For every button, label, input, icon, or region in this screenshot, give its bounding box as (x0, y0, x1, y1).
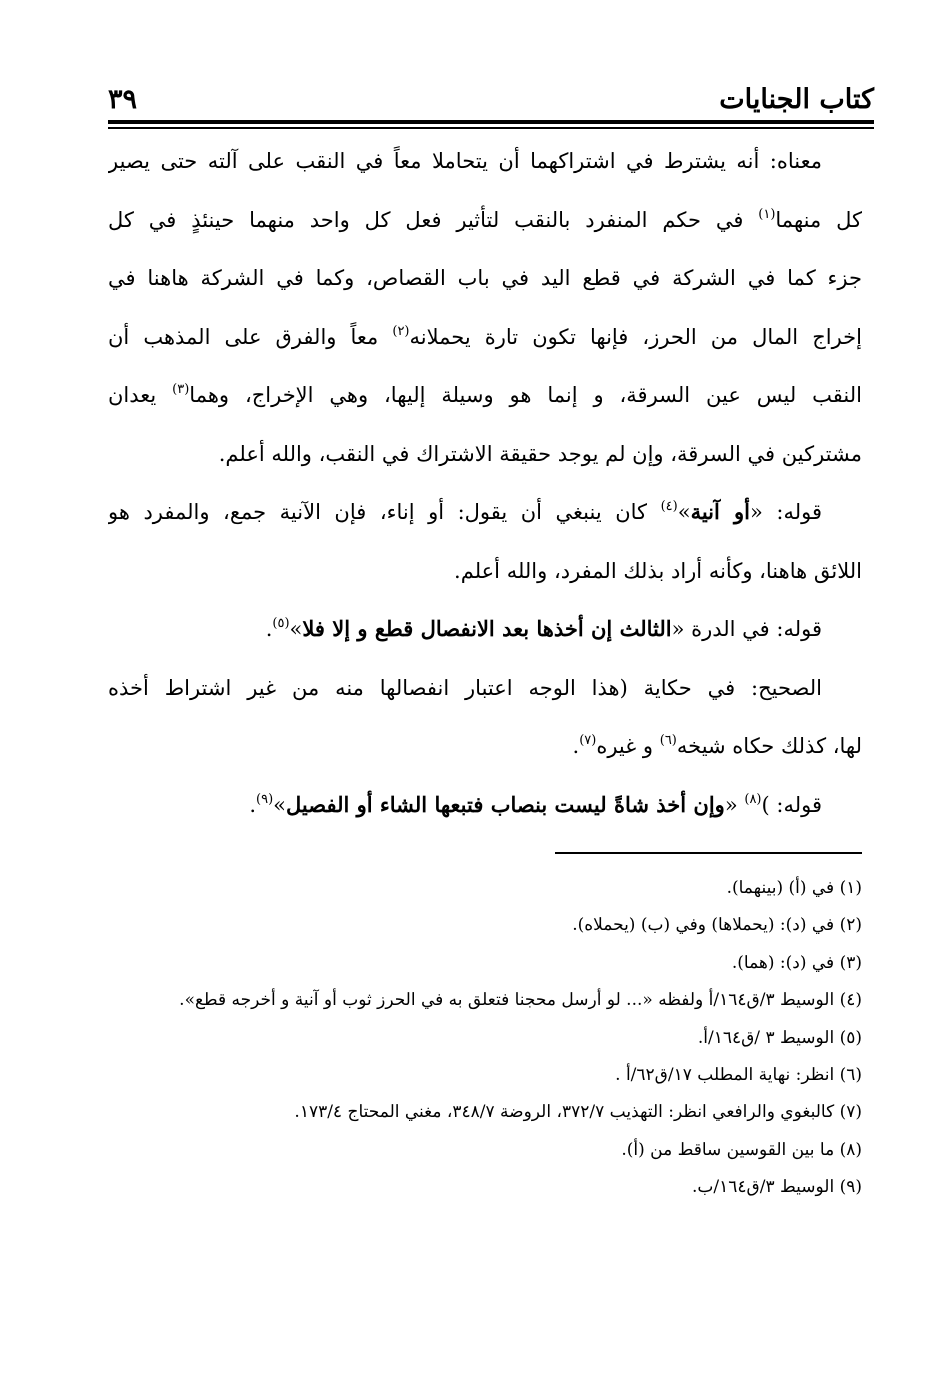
footnote: (٥) الوسيط ٣ /ق١٦٤/أ. (697, 1027, 862, 1048)
footnote-separator (555, 852, 862, 854)
footnote-ref: (٢) (392, 323, 410, 339)
header-rule-thin (108, 127, 874, 129)
running-title: كتاب الجنايات (719, 84, 874, 115)
footnote: (٢) في (د): (يحملاها) وفي (ب) (يحملاه). (572, 915, 862, 936)
footnote: (٨) ما بين القوسين ساقط من (أ). (621, 1139, 862, 1160)
text-line: قوله: في الدرة «الثالث إن أخذها بعد الانفصال قطع و إلا فلا»$^{(٥)}$. (265, 616, 822, 641)
text-line: مشتركين في السرقة، وإن لم يوجد حقيقة الاشتراك في النقب، والله أعلم. (218, 441, 862, 466)
text-line: الصحيح: في حكاية (هذا الوجه اعتبار انفصالها منه من غير اشتراط أخذه (108, 675, 822, 700)
footnote-ref: (١) (758, 206, 776, 222)
footnote-ref: (٦) (659, 733, 677, 748)
quoted-phrase: وإن أخذ شاةً ليست بنصاب فتبعها الشاء أو الفصيل (286, 791, 725, 817)
footnotes (108, 870, 862, 1207)
footnote: (٧) كالبغوي والرافعي انظر: التهذيب ٣٧٢/٧، الروضة ٣٤٨/٧، مغني المحتاج ١٧٣/٤. (294, 1102, 862, 1123)
text-line: إخراج المال من الحرز، فإنها تكون تارة يحملانه$^{(٢)}$ معاً والفرق على المذهب أن (108, 323, 862, 349)
quoted-phrase: الثالث إن أخذها بعد الانفصال قطع و إلا فلا (302, 616, 672, 641)
footnote: (٤) الوسيط ٣/ق١٦٤/أ ولفظه «... لو أرسل محجنا فتعلق به في الحرز ثوب أو آنية و أخرجه قطع». (179, 990, 862, 1011)
footnote: (٣) في (د): (هما). (731, 952, 862, 973)
footnote: (٩) الوسيط ٣/ق١٦٤/ب. (691, 1177, 862, 1198)
main-text (108, 132, 862, 834)
header-rule-thick (108, 120, 874, 124)
text-line: النقب ليس عين السرقة، و إنما هو وسيلة إليها، وهي الإخراج، وهما$^{(٣)}$ يعدان (108, 382, 862, 407)
footnote-ref: (٧) (579, 733, 597, 748)
footnote-ref: (٣) (172, 382, 190, 397)
footnote-ref: (٨) (744, 791, 762, 807)
text-line: اللائق هاهنا، وكأنه أراد بذلك المفرد، والله أعلم. (454, 558, 862, 583)
footnote-ref: (٩) (256, 791, 274, 807)
text-line: كل منهما$^{(١)}$ في حكم المنفرد بالنقب لتأثير فعل كل واحد منهما حينئذٍ في كل (108, 206, 862, 232)
text-line: معناه: أنه يشترط في اشتراكهما أن يتحاملا معاً في النقب على آلته حتى يصير (108, 149, 822, 173)
text-line: قوله: «أو آنية»$^{(٤)}$ كان ينبغي أن يقول: أو إناء، فإن الآنية جمع، والمفرد هو (108, 499, 822, 524)
page-header (108, 78, 874, 122)
text-line: جزء كما في الشركة في قطع اليد في باب القصاص، وكما في الشركة هاهنا في (108, 266, 862, 290)
page-number: ٣٩ (108, 84, 138, 115)
footnote: (١) في (أ) (بينهما). (726, 878, 862, 898)
quoted-phrase: أو آنية (690, 499, 750, 524)
footnote: (٦) انظر: نهاية المطلب ١٧/ق٦٢/أ . (615, 1064, 862, 1085)
footnote-ref: (٤) (660, 499, 678, 514)
footnote-ref: (٥) (272, 616, 290, 631)
text-line: لها، كذلك حكاه شيخه$^{(٦)}$ و غيره$^{(٧)}$. (572, 733, 862, 758)
text-line: قوله: )$^{(٨)}$ «وإن أخذ شاةً ليست بنصاب فتبعها الشاء أو الفصيل»$^{(٩)}$. (249, 791, 822, 817)
